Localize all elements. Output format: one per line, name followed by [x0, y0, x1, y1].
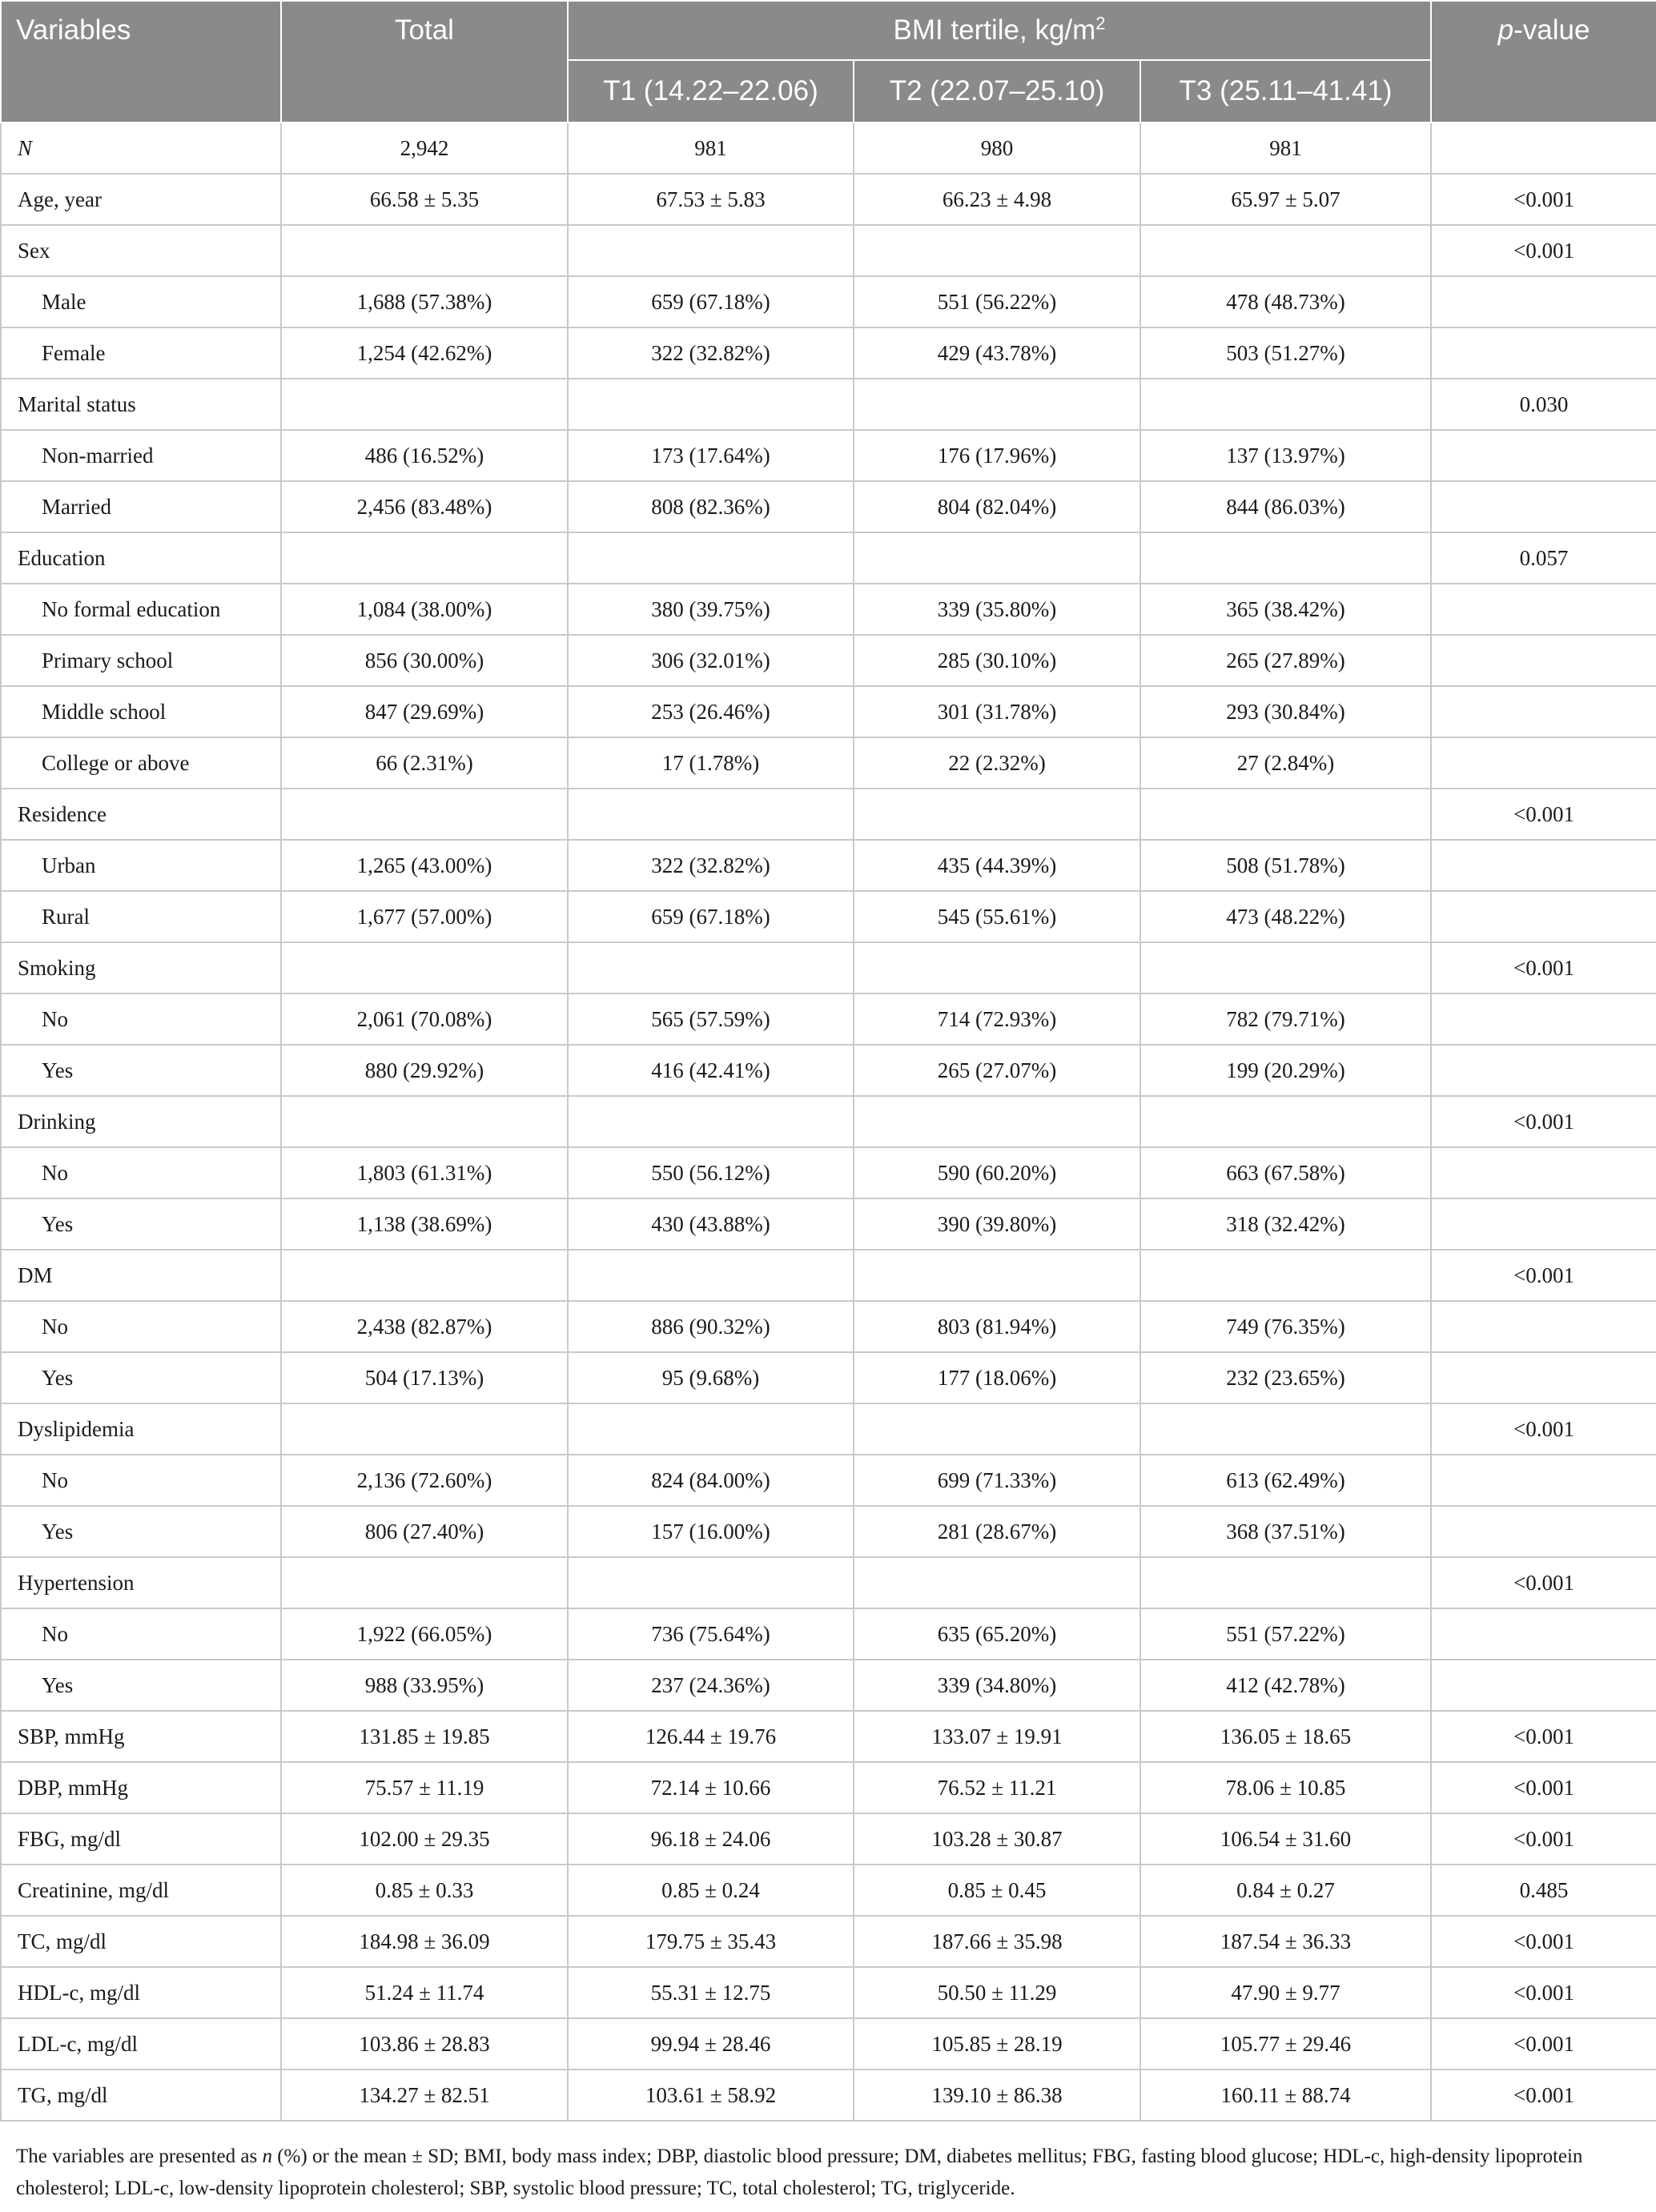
cell-t1: 72.14 ± 10.66: [568, 1762, 854, 1813]
cell-t2: 804 (82.04%): [854, 481, 1140, 532]
cell-t3: 65.97 ± 5.07: [1140, 174, 1431, 225]
cell-total: [281, 1250, 568, 1301]
cell-p-value: [1431, 1455, 1656, 1506]
cell-t2: [854, 789, 1140, 840]
cell-t1: 824 (84.00%): [568, 1455, 854, 1506]
header-total: Total: [281, 1, 568, 122]
cell-variable: No: [1, 1608, 281, 1660]
table-row: [1, 1557, 1656, 1608]
cell-total: 504 (17.13%): [281, 1352, 568, 1403]
cell-t3: 508 (51.78%): [1140, 840, 1431, 891]
cell-total: 1,922 (66.05%): [281, 1608, 568, 1660]
cell-p-value: <0.001: [1431, 174, 1656, 225]
cell-t2: 699 (71.33%): [854, 1455, 1140, 1506]
table-row: [1, 584, 1656, 635]
cell-t1: 67.53 ± 5.83: [568, 174, 854, 225]
table-header: [1, 1, 1656, 122]
cell-t1: [568, 789, 854, 840]
cell-t2: 139.10 ± 86.38: [854, 2069, 1140, 2121]
table-row: [1, 122, 1656, 174]
cell-t3: [1140, 379, 1431, 430]
cell-t1: 157 (16.00%): [568, 1506, 854, 1557]
table-row: [1, 1045, 1656, 1096]
cell-t1: 380 (39.75%): [568, 584, 854, 635]
cell-variable: College or above: [1, 737, 281, 789]
table-row: [1, 1813, 1656, 1865]
cell-t3: 78.06 ± 10.85: [1140, 1762, 1431, 1813]
cell-variable: Residence: [1, 789, 281, 840]
cell-variable: SBP, mmHg: [1, 1711, 281, 1762]
table-row: [1, 1198, 1656, 1250]
cell-total: [281, 1096, 568, 1147]
cell-t2: 133.07 ± 19.91: [854, 1711, 1140, 1762]
table-row: [1, 276, 1656, 327]
cell-t3: 106.54 ± 31.60: [1140, 1813, 1431, 1865]
table-row: [1, 225, 1656, 276]
cell-t1: 173 (17.64%): [568, 430, 854, 481]
cell-t3: 551 (57.22%): [1140, 1608, 1431, 1660]
cell-t2: 339 (34.80%): [854, 1660, 1140, 1711]
cell-t1: 659 (67.18%): [568, 276, 854, 327]
cell-p-value: <0.001: [1431, 1711, 1656, 1762]
cell-total: [281, 1403, 568, 1455]
cell-t2: 177 (18.06%): [854, 1352, 1140, 1403]
cell-total: 102.00 ± 29.35: [281, 1813, 568, 1865]
cell-variable: Drinking: [1, 1096, 281, 1147]
cell-variable: Married: [1, 481, 281, 532]
cell-t2: 285 (30.10%): [854, 635, 1140, 686]
table-row: [1, 891, 1656, 942]
cell-t2: 0.85 ± 0.45: [854, 1865, 1140, 1916]
cell-t3: [1140, 1250, 1431, 1301]
cell-p-value: [1431, 276, 1656, 327]
cell-total: [281, 379, 568, 430]
cell-t2: 551 (56.22%): [854, 276, 1140, 327]
header-bmi-tertile: [568, 1, 1431, 60]
table-row: [1, 1967, 1656, 2018]
cell-t2: 339 (35.80%): [854, 584, 1140, 635]
cell-total: 131.85 ± 19.85: [281, 1711, 568, 1762]
cell-t1: 99.94 ± 28.46: [568, 2018, 854, 2069]
cell-t1: 736 (75.64%): [568, 1608, 854, 1660]
cell-variable: No: [1, 1301, 281, 1352]
cell-t3: 293 (30.84%): [1140, 686, 1431, 737]
cell-p-value: <0.001: [1431, 1096, 1656, 1147]
header-t2: T2 (22.07–25.10): [854, 60, 1140, 122]
cell-t1: 95 (9.68%): [568, 1352, 854, 1403]
cell-variable: No: [1, 1147, 281, 1198]
cell-p-value: [1431, 1506, 1656, 1557]
cell-t2: 105.85 ± 28.19: [854, 2018, 1140, 2069]
cell-variable: Hypertension: [1, 1557, 281, 1608]
cell-p-value: [1431, 1660, 1656, 1711]
cell-p-value: [1431, 994, 1656, 1045]
cell-total: 1,803 (61.31%): [281, 1147, 568, 1198]
table-row: [1, 1403, 1656, 1455]
table-row: [1, 1147, 1656, 1198]
cell-variable: N: [1, 122, 281, 174]
table-row: [1, 1660, 1656, 1711]
table-row: [1, 635, 1656, 686]
cell-p-value: <0.001: [1431, 1813, 1656, 1865]
cell-t2: 435 (44.39%): [854, 840, 1140, 891]
table-row: [1, 2018, 1656, 2069]
header-p-value: [1431, 1, 1656, 122]
cell-total: 2,061 (70.08%): [281, 994, 568, 1045]
cell-total: 2,438 (82.87%): [281, 1301, 568, 1352]
cell-t1: [568, 1403, 854, 1455]
cell-variable: FBG, mg/dl: [1, 1813, 281, 1865]
header-p-rest: -value: [1513, 14, 1590, 46]
cell-p-value: <0.001: [1431, 1557, 1656, 1608]
table-row: [1, 1352, 1656, 1403]
cell-total: [281, 532, 568, 584]
cell-variable: TC, mg/dl: [1, 1916, 281, 1967]
table-row: [1, 942, 1656, 994]
cell-t2: 980: [854, 122, 1140, 174]
cell-total: 1,677 (57.00%): [281, 891, 568, 942]
cell-t3: 105.77 ± 29.46: [1140, 2018, 1431, 2069]
cell-p-value: [1431, 1147, 1656, 1198]
cell-t1: 981: [568, 122, 854, 174]
cell-t2: 66.23 ± 4.98: [854, 174, 1140, 225]
cell-p-value: [1431, 327, 1656, 379]
cell-total: 103.86 ± 28.83: [281, 2018, 568, 2069]
cell-total: 2,456 (83.48%): [281, 481, 568, 532]
cell-t2: [854, 1250, 1140, 1301]
cell-p-value: [1431, 891, 1656, 942]
cell-t1: [568, 532, 854, 584]
cell-variable: Smoking: [1, 942, 281, 994]
cell-total: 66.58 ± 5.35: [281, 174, 568, 225]
cell-p-value: [1431, 122, 1656, 174]
cell-total: 184.98 ± 36.09: [281, 1916, 568, 1967]
cell-t2: 429 (43.78%): [854, 327, 1140, 379]
cell-variable: Sex: [1, 225, 281, 276]
cell-t2: 590 (60.20%): [854, 1147, 1140, 1198]
cell-variable: Yes: [1, 1198, 281, 1250]
table-row: [1, 532, 1656, 584]
cell-t3: 473 (48.22%): [1140, 891, 1431, 942]
cell-t1: [568, 379, 854, 430]
cell-total: 1,688 (57.38%): [281, 276, 568, 327]
cell-t1: 96.18 ± 24.06: [568, 1813, 854, 1865]
cell-total: 486 (16.52%): [281, 430, 568, 481]
cell-t3: [1140, 532, 1431, 584]
cell-t3: [1140, 225, 1431, 276]
cell-t1: 306 (32.01%): [568, 635, 854, 686]
cell-total: 988 (33.95%): [281, 1660, 568, 1711]
cell-total: 2,136 (72.60%): [281, 1455, 568, 1506]
cell-p-value: <0.001: [1431, 1916, 1656, 1967]
cell-variable: Urban: [1, 840, 281, 891]
cell-variable: No: [1, 994, 281, 1045]
cell-total: [281, 225, 568, 276]
cell-t2: [854, 1403, 1140, 1455]
cell-t3: 503 (51.27%): [1140, 327, 1431, 379]
cell-t1: [568, 1250, 854, 1301]
cell-t1: [568, 225, 854, 276]
cell-t3: 478 (48.73%): [1140, 276, 1431, 327]
cell-t3: [1140, 1403, 1431, 1455]
cell-t3: 749 (76.35%): [1140, 1301, 1431, 1352]
cell-t3: 187.54 ± 36.33: [1140, 1916, 1431, 1967]
cell-t3: [1140, 942, 1431, 994]
cell-p-value: [1431, 481, 1656, 532]
cell-t3: 232 (23.65%): [1140, 1352, 1431, 1403]
cell-variable: HDL-c, mg/dl: [1, 1967, 281, 2018]
cell-t1: [568, 1557, 854, 1608]
cell-t2: 301 (31.78%): [854, 686, 1140, 737]
cell-total: 51.24 ± 11.74: [281, 1967, 568, 2018]
cell-t2: 103.28 ± 30.87: [854, 1813, 1140, 1865]
table-row: [1, 1506, 1656, 1557]
cell-total: 2,942: [281, 122, 568, 174]
cell-p-value: <0.001: [1431, 1762, 1656, 1813]
cell-variable: Female: [1, 327, 281, 379]
cell-t2: 50.50 ± 11.29: [854, 1967, 1140, 2018]
header-t3: T3 (25.11–41.41): [1140, 60, 1431, 122]
cell-t2: 281 (28.67%): [854, 1506, 1140, 1557]
cell-t3: 137 (13.97%): [1140, 430, 1431, 481]
cell-t2: [854, 1096, 1140, 1147]
cell-t1: 565 (57.59%): [568, 994, 854, 1045]
cell-t1: 103.61 ± 58.92: [568, 2069, 854, 2121]
table-row: [1, 481, 1656, 532]
cell-p-value: <0.001: [1431, 2069, 1656, 2121]
cell-total: 806 (27.40%): [281, 1506, 568, 1557]
cell-t2: [854, 225, 1140, 276]
cell-p-value: <0.001: [1431, 1967, 1656, 2018]
cell-variable: Male: [1, 276, 281, 327]
cell-t1: [568, 942, 854, 994]
cell-t2: 187.66 ± 35.98: [854, 1916, 1140, 1967]
cell-variable: Education: [1, 532, 281, 584]
cell-t3: 27 (2.84%): [1140, 737, 1431, 789]
cell-t3: 663 (67.58%): [1140, 1147, 1431, 1198]
table-row: [1, 1250, 1656, 1301]
cell-total: 847 (29.69%): [281, 686, 568, 737]
table-row: [1, 789, 1656, 840]
cell-p-value: 0.057: [1431, 532, 1656, 584]
cell-t1: 126.44 ± 19.76: [568, 1711, 854, 1762]
cell-t3: 136.05 ± 18.65: [1140, 1711, 1431, 1762]
cell-variable: Yes: [1, 1352, 281, 1403]
cell-t1: 416 (42.41%): [568, 1045, 854, 1096]
cell-t2: 390 (39.80%): [854, 1198, 1140, 1250]
cell-p-value: <0.001: [1431, 2018, 1656, 2069]
cell-t1: 179.75 ± 35.43: [568, 1916, 854, 1967]
cell-total: [281, 1557, 568, 1608]
cell-t3: 613 (62.49%): [1140, 1455, 1431, 1506]
cell-t3: 844 (86.03%): [1140, 481, 1431, 532]
cell-p-value: [1431, 1352, 1656, 1403]
table-row: [1, 1096, 1656, 1147]
cell-p-value: [1431, 1045, 1656, 1096]
cell-variable: Marital status: [1, 379, 281, 430]
cell-t1: 322 (32.82%): [568, 327, 854, 379]
cell-t1: 55.31 ± 12.75: [568, 1967, 854, 2018]
table-row: [1, 1301, 1656, 1352]
cell-p-value: [1431, 686, 1656, 737]
table-row: [1, 2069, 1656, 2121]
table-row: [1, 327, 1656, 379]
cell-p-value: [1431, 584, 1656, 635]
cell-t1: 237 (24.36%): [568, 1660, 854, 1711]
table-row: [1, 1916, 1656, 1967]
table-body: [1, 122, 1656, 2121]
cell-t1: 430 (43.88%): [568, 1198, 854, 1250]
table-row: [1, 174, 1656, 225]
cell-p-value: 0.030: [1431, 379, 1656, 430]
cell-t2: [854, 532, 1140, 584]
cell-t2: 635 (65.20%): [854, 1608, 1140, 1660]
cell-p-value: <0.001: [1431, 1250, 1656, 1301]
cell-p-value: <0.001: [1431, 225, 1656, 276]
cell-total: 880 (29.92%): [281, 1045, 568, 1096]
table-row: [1, 1711, 1656, 1762]
header-p-italic: p: [1497, 14, 1514, 46]
header-t1: T1 (14.22–22.06): [568, 60, 854, 122]
cell-total: 75.57 ± 11.19: [281, 1762, 568, 1813]
cell-total: 134.27 ± 82.51: [281, 2069, 568, 2121]
header-variables: Variables: [1, 1, 281, 122]
cell-t3: 782 (79.71%): [1140, 994, 1431, 1045]
cell-variable: Dyslipidemia: [1, 1403, 281, 1455]
cell-t1: 0.85 ± 0.24: [568, 1865, 854, 1916]
cell-t3: 47.90 ± 9.77: [1140, 1967, 1431, 2018]
cell-p-value: [1431, 1301, 1656, 1352]
table-row: [1, 994, 1656, 1045]
cell-p-value: [1431, 1198, 1656, 1250]
cell-t2: [854, 942, 1140, 994]
footnote-part2: (%) or the mean ± SD; BMI, body mass index; DBP, diastolic blood pressure; DM, diabetes mellitus; FBG, fasting blood glucose; HDL-c, high-density lipoprotein cholesterol; LDL-c, low-density lipoprotein cholesterol; SBP, systolic blood pressure; TC, total cholesterol; TG, triglyceride.: [16, 2146, 1583, 2199]
footnote-n: n: [262, 2146, 272, 2167]
header-bmi-tertile-text: BMI tertile, kg/m: [893, 14, 1096, 46]
cell-t3: [1140, 1557, 1431, 1608]
cell-variable: LDL-c, mg/dl: [1, 2018, 281, 2069]
cell-p-value: [1431, 737, 1656, 789]
header-bmi-tertile-sup: 2: [1095, 13, 1106, 34]
cell-variable: Primary school: [1, 635, 281, 686]
cell-variable: TG, mg/dl: [1, 2069, 281, 2121]
cell-variable: Middle school: [1, 686, 281, 737]
cell-variable: No: [1, 1455, 281, 1506]
cell-t1: 659 (67.18%): [568, 891, 854, 942]
table-row: [1, 1865, 1656, 1916]
cell-total: 1,265 (43.00%): [281, 840, 568, 891]
table-row: [1, 379, 1656, 430]
cell-t3: 318 (32.42%): [1140, 1198, 1431, 1250]
cell-t3: 981: [1140, 122, 1431, 174]
cell-p-value: [1431, 840, 1656, 891]
cell-variable: No formal education: [1, 584, 281, 635]
cell-t3: 0.84 ± 0.27: [1140, 1865, 1431, 1916]
table-row: [1, 1608, 1656, 1660]
cell-t3: 199 (20.29%): [1140, 1045, 1431, 1096]
cell-variable: Rural: [1, 891, 281, 942]
cell-t2: 76.52 ± 11.21: [854, 1762, 1140, 1813]
cell-t2: 803 (81.94%): [854, 1301, 1140, 1352]
cell-t1: [568, 1096, 854, 1147]
cell-t1: 322 (32.82%): [568, 840, 854, 891]
cell-t3: 412 (42.78%): [1140, 1660, 1431, 1711]
cell-t3: [1140, 1096, 1431, 1147]
footnote-part1: The variables are presented as: [16, 2146, 263, 2167]
cell-p-value: 0.485: [1431, 1865, 1656, 1916]
cell-p-value: [1431, 430, 1656, 481]
cell-total: 0.85 ± 0.33: [281, 1865, 568, 1916]
table-footnote: [16, 2141, 1642, 2205]
cell-t2: 265 (27.07%): [854, 1045, 1140, 1096]
cell-t2: 22 (2.32%): [854, 737, 1140, 789]
cell-total: 1,084 (38.00%): [281, 584, 568, 635]
cell-t1: 808 (82.36%): [568, 481, 854, 532]
cell-total: 66 (2.31%): [281, 737, 568, 789]
table-row: [1, 1762, 1656, 1813]
cell-t2: [854, 1557, 1140, 1608]
cell-variable: Non-married: [1, 430, 281, 481]
table-row: [1, 686, 1656, 737]
table-row: [1, 737, 1656, 789]
cell-p-value: <0.001: [1431, 942, 1656, 994]
cell-t1: 886 (90.32%): [568, 1301, 854, 1352]
cell-variable: Yes: [1, 1506, 281, 1557]
cell-total: 1,254 (42.62%): [281, 327, 568, 379]
cell-total: 856 (30.00%): [281, 635, 568, 686]
cell-t2: 176 (17.96%): [854, 430, 1140, 481]
cell-total: 1,138 (38.69%): [281, 1198, 568, 1250]
cell-t2: [854, 379, 1140, 430]
cell-variable: Yes: [1, 1045, 281, 1096]
cell-total: [281, 789, 568, 840]
cell-t2: 714 (72.93%): [854, 994, 1140, 1045]
cell-t2: 545 (55.61%): [854, 891, 1140, 942]
cell-p-value: <0.001: [1431, 789, 1656, 840]
cell-t3: 160.11 ± 88.74: [1140, 2069, 1431, 2121]
cell-t3: [1140, 789, 1431, 840]
cell-variable: DBP, mmHg: [1, 1762, 281, 1813]
table-row: [1, 840, 1656, 891]
cell-t1: 17 (1.78%): [568, 737, 854, 789]
cell-total: [281, 942, 568, 994]
table-row: [1, 1455, 1656, 1506]
cell-p-value: <0.001: [1431, 1403, 1656, 1455]
cell-t3: 265 (27.89%): [1140, 635, 1431, 686]
cell-t1: 550 (56.12%): [568, 1147, 854, 1198]
cell-t3: 368 (37.51%): [1140, 1506, 1431, 1557]
cell-t1: 253 (26.46%): [568, 686, 854, 737]
cell-t3: 365 (38.42%): [1140, 584, 1431, 635]
cell-p-value: [1431, 635, 1656, 686]
table-row: [1, 430, 1656, 481]
cell-variable: Age, year: [1, 174, 281, 225]
cell-variable: Creatinine, mg/dl: [1, 1865, 281, 1916]
cell-variable: Yes: [1, 1660, 281, 1711]
cell-variable: DM: [1, 1250, 281, 1301]
cell-p-value: [1431, 1608, 1656, 1660]
